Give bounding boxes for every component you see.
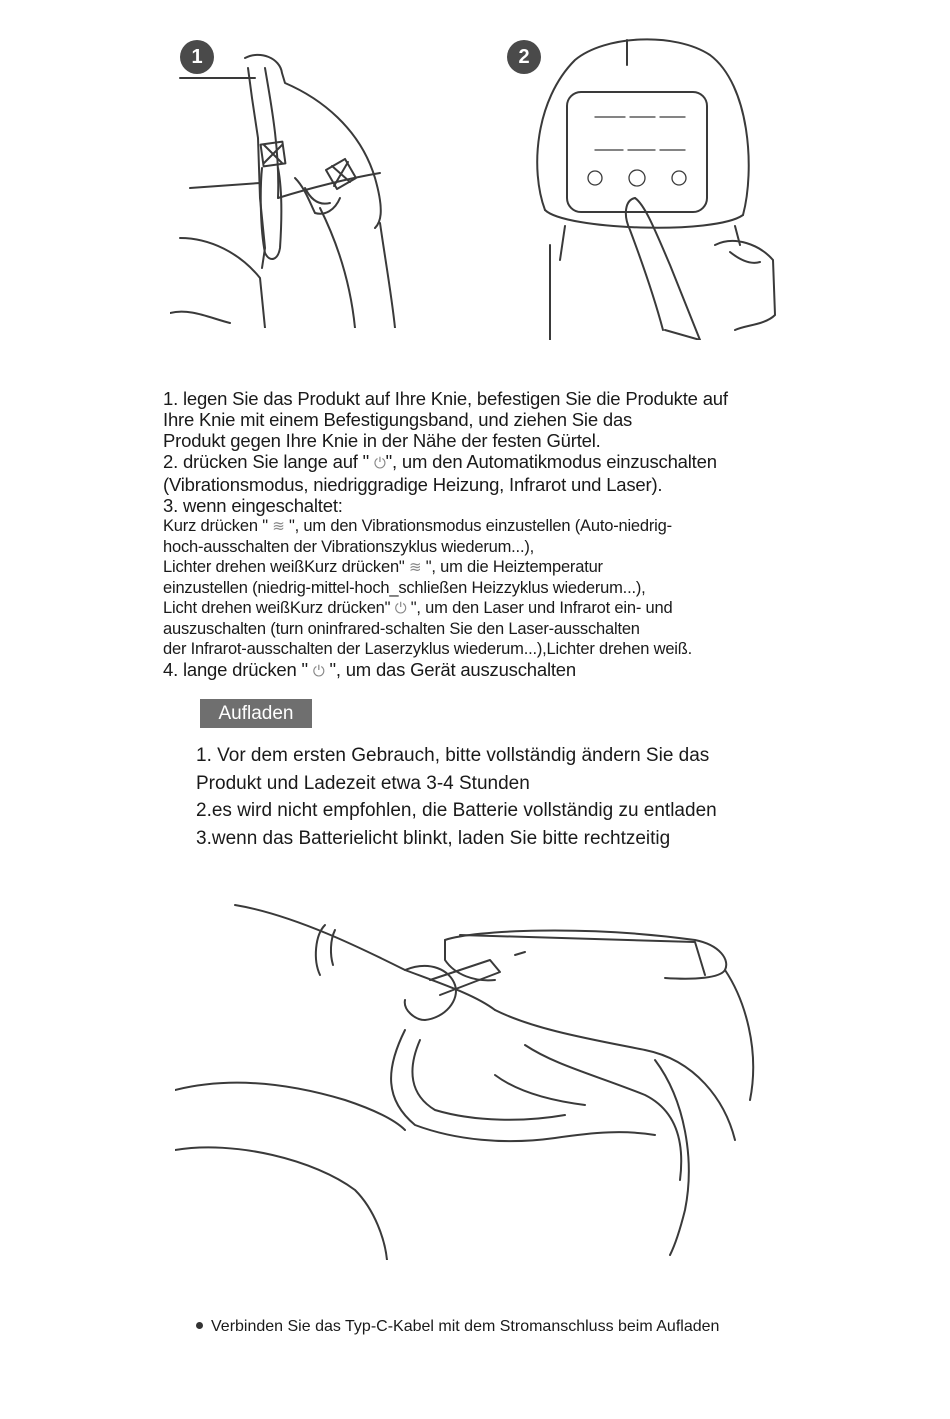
instruction-text: ", um das Gerät auszuschalten	[324, 659, 576, 680]
instruction-text: 2. drücken Sie lange auf "	[163, 451, 374, 472]
charging-heading: Aufladen	[200, 699, 312, 728]
charging-line: 2.es wird nicht empfohlen, die Batterie vollständig zu entladen	[196, 800, 717, 821]
step1-illustration	[170, 38, 420, 328]
power-icon: ⏻	[394, 600, 407, 617]
instruction-line: einzustellen (niedrig-mittel-hoch_schließen Heizzyklus wiederum...),	[163, 579, 646, 597]
instruction-line: Produkt gegen Ihre Knie in der Nähe der festen Gürtel.	[163, 430, 601, 451]
instruction-text: Licht drehen weißKurz drücken"	[163, 599, 395, 617]
instruction-text: Kurz drücken "	[163, 517, 273, 535]
step-number-badge: 1	[180, 40, 214, 74]
charging-line: 1. Vor dem ersten Gebrauch, bitte vollständig ändern Sie das	[196, 745, 710, 766]
power-icon: ⏻	[373, 455, 386, 472]
instruction-line	[163, 451, 823, 474]
charging-note	[196, 1316, 719, 1338]
instruction-text: ", um den Automatikmodus einzuschalten	[385, 451, 717, 472]
instruction-text: ", um die Heiztemperatur	[421, 558, 603, 576]
instruction-line	[163, 557, 823, 578]
instruction-text: 4. lange drücken "	[163, 659, 313, 680]
charging-note-text: Verbinden Sie das Typ-C-Kabel mit dem Stromanschluss beim Aufladen	[211, 1318, 720, 1335]
instruction-text: ", um den Laser und Infrarot ein- und	[406, 599, 673, 617]
instruction-line	[163, 516, 823, 537]
instruction-line	[163, 659, 823, 682]
instruction-line: 3. wenn eingeschaltet:	[163, 495, 343, 516]
instructions-block	[163, 388, 823, 682]
wave-icon: ≋	[272, 518, 285, 535]
wave-icon: ≋	[408, 559, 422, 576]
bullet-icon	[196, 1322, 203, 1329]
instruction-line: auszuschalten (turn oninfrared-schalten Sie den Laser-ausschalten	[163, 620, 640, 638]
instruction-line: 1. legen Sie das Produkt auf Ihre Knie, befestigen Sie die Produkte auf	[163, 388, 728, 409]
instruction-text: ", um den Vibrationsmodus einzustellen (Auto-niedrig-	[284, 517, 672, 535]
instruction-line	[163, 598, 823, 619]
charging-instructions	[196, 742, 836, 852]
step-number-badge: 2	[507, 40, 541, 74]
charging-line: 3.wenn das Batterielicht blinkt, laden Sie bitte rechtzeitig	[196, 827, 671, 849]
step2-illustration	[505, 30, 780, 340]
instruction-line: Ihre Knie mit einem Befestigungsband, und ziehen Sie das	[163, 409, 633, 430]
power-icon: ⏻	[312, 663, 325, 680]
instruction-line: der Infrarot-ausschalten der Laserzyklus wiederum...),Lichter drehen weiß.	[163, 640, 693, 658]
charging-line: Produkt und Ladezeit etwa 3-4 Stunden	[196, 772, 530, 794]
instruction-text: Lichter drehen weißKurz drücken"	[163, 558, 409, 576]
instruction-line: hoch-ausschalten der Vibrationszyklus wiederum...),	[163, 538, 535, 556]
charging-illustration	[175, 900, 775, 1260]
instruction-line: (Vibrationsmodus, niedriggradige Heizung, Infrarot und Laser).	[163, 474, 663, 495]
